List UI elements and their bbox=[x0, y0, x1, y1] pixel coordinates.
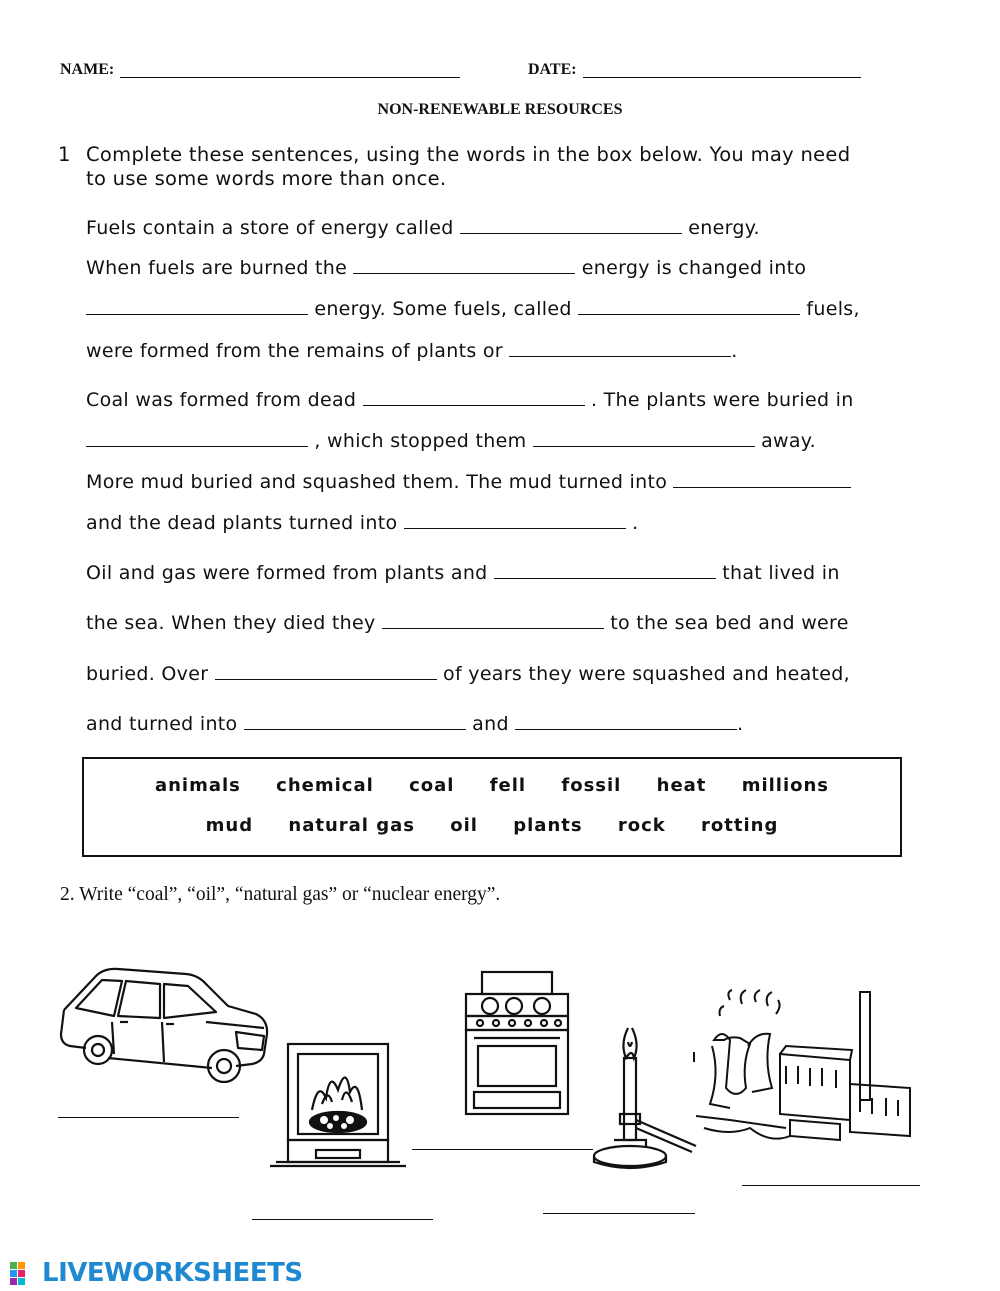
word-box-word: heat bbox=[656, 775, 707, 796]
blank-input[interactable] bbox=[215, 678, 437, 680]
word-box-word: rotting bbox=[701, 815, 779, 836]
word-box-row-1 bbox=[84, 775, 900, 796]
sentence-1: Fuels contain a store of energy called energy. bbox=[86, 217, 760, 239]
page-title: NON-RENEWABLE RESOURCES bbox=[377, 101, 623, 118]
blank-input[interactable] bbox=[86, 445, 308, 447]
blank-input[interactable] bbox=[509, 355, 731, 357]
blank-input[interactable] bbox=[578, 313, 800, 315]
logo-text: LIVEWORKSHEETS bbox=[42, 1258, 303, 1288]
blank-input[interactable] bbox=[353, 272, 575, 274]
answer-line-nuclear-station[interactable] bbox=[742, 1184, 920, 1186]
answer-line-bunsen-burner[interactable] bbox=[543, 1212, 695, 1214]
car-illustration bbox=[56, 962, 272, 1094]
question-2-instruction: 2. Write “coal”, “oil”, “natural gas” or “nuclear energy”. bbox=[60, 884, 501, 905]
blank-input[interactable] bbox=[533, 445, 755, 447]
word-box bbox=[82, 757, 902, 857]
blank-input[interactable] bbox=[494, 577, 716, 579]
blank-input[interactable] bbox=[460, 232, 682, 234]
word-box-word: chemical bbox=[276, 775, 374, 796]
answer-line-coal-fire[interactable] bbox=[252, 1218, 433, 1220]
name-label: NAME: bbox=[60, 61, 115, 78]
bunsen-burner-illustration bbox=[588, 1024, 700, 1172]
word-box-word: oil bbox=[450, 815, 478, 836]
word-box-row-2 bbox=[84, 815, 900, 836]
date-field[interactable] bbox=[583, 61, 861, 78]
answer-line-gas-cooker[interactable] bbox=[412, 1148, 593, 1150]
answer-line-car[interactable] bbox=[58, 1116, 239, 1118]
blank-input[interactable] bbox=[673, 486, 851, 488]
name-field[interactable] bbox=[120, 61, 460, 78]
word-box-word: coal bbox=[409, 775, 455, 796]
blank-input[interactable] bbox=[86, 313, 308, 315]
sentence-9: Oil and gas were formed from plants and that lived in bbox=[86, 562, 840, 584]
sentence-3: energy. Some fuels, called fuels, bbox=[86, 298, 860, 320]
gas-cooker-illustration bbox=[462, 966, 572, 1118]
sentence-11: buried. Over of years they were squashed and heated, bbox=[86, 663, 850, 685]
sentence-10: the sea. When they died they to the sea bed and were bbox=[86, 612, 849, 634]
word-box-word: millions bbox=[741, 775, 830, 796]
word-box-word: rock bbox=[617, 815, 666, 836]
word-box-word: fell bbox=[489, 775, 527, 796]
blank-input[interactable] bbox=[363, 404, 585, 406]
blank-input[interactable] bbox=[382, 627, 604, 629]
sentence-6: , which stopped them away. bbox=[86, 430, 816, 452]
word-box-word: natural gas bbox=[288, 815, 415, 836]
date-label: DATE: bbox=[528, 61, 577, 78]
instruction-line-1: Complete these sentences, using the words in the box below. You may need bbox=[86, 143, 851, 166]
logo-icon bbox=[10, 1262, 34, 1288]
sentence-7: More mud buried and squashed them. The mud turned into bbox=[86, 471, 851, 493]
nuclear-power-station-illustration bbox=[690, 988, 930, 1154]
sentence-12: and turned into and . bbox=[86, 713, 744, 735]
word-box-word: animals bbox=[154, 775, 241, 796]
sentence-8: and the dead plants turned into . bbox=[86, 512, 639, 534]
sentence-4: were formed from the remains of plants or . bbox=[86, 340, 738, 362]
question-1-number: 1 bbox=[58, 143, 71, 166]
word-box-word: plants bbox=[513, 815, 583, 836]
blank-input[interactable] bbox=[244, 728, 466, 730]
word-box-word: fossil bbox=[561, 775, 622, 796]
word-box-word: mud bbox=[205, 815, 254, 836]
sentence-2: When fuels are burned the energy is changed into bbox=[86, 257, 807, 279]
instruction-line-2: to use some words more than once. bbox=[86, 167, 447, 190]
blank-input[interactable] bbox=[404, 527, 626, 529]
blank-input[interactable] bbox=[515, 728, 737, 730]
sentence-5: Coal was formed from dead . The plants were buried in bbox=[86, 389, 854, 411]
coal-fire-illustration bbox=[266, 1040, 410, 1170]
